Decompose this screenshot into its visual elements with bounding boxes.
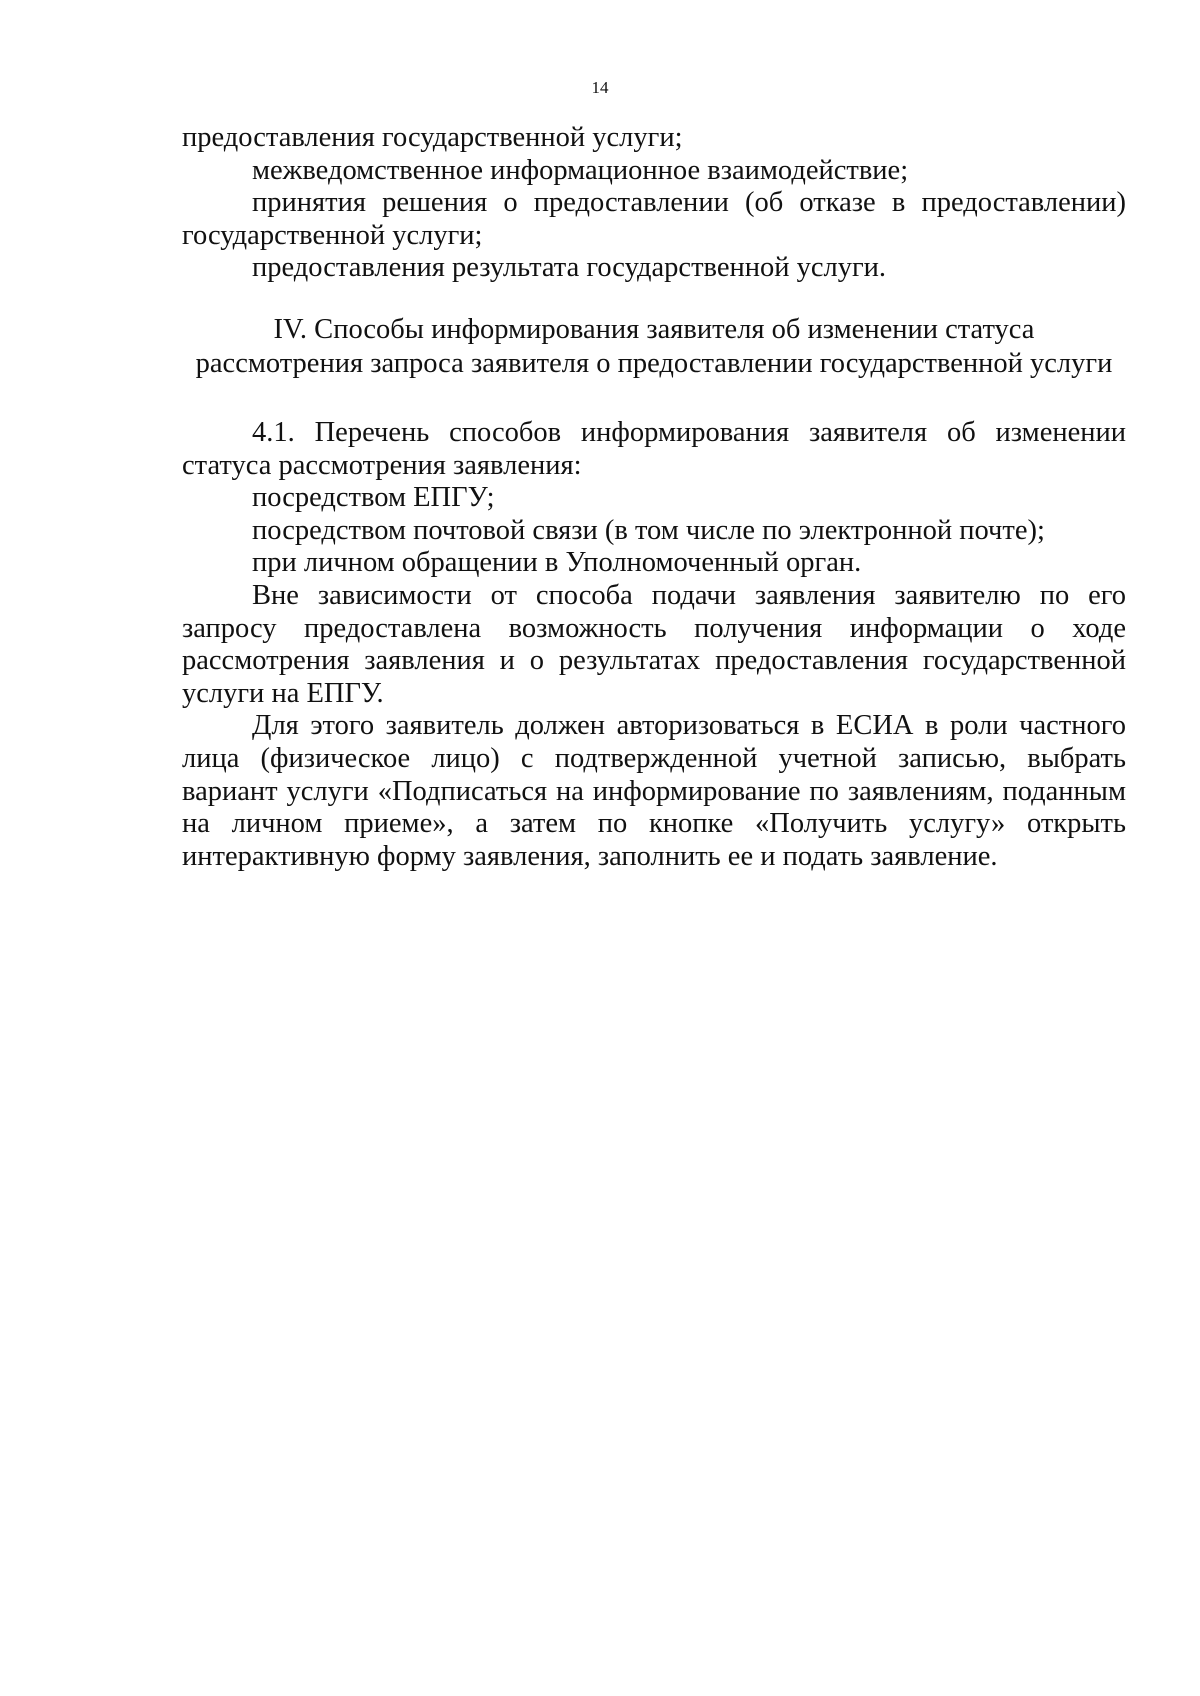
section-heading-line-1: IV. Способы информирования заявителя об изменении статуса — [273, 313, 1035, 345]
list-item-result: предоставления результата государственной услуги. — [252, 252, 887, 284]
document-body — [182, 122, 1126, 873]
list-item-interagency: межведомственное информационное взаимодействие; — [252, 154, 909, 186]
page-number: 14 — [591, 78, 609, 97]
paragraph-4-1: 4.1. Перечень способов информирования заявителя об изменении статуса рассмотрения заявления: — [182, 416, 1126, 481]
list-item-personal-visit: при личном обращении в Уполномоченный орган. — [252, 547, 862, 579]
paragraph-esia: Для этого заявитель должен авторизоваться в ЕСИА в роли частного лица (физическое лицо) с подтвержденной учетной записью, выбрать вариант услуги «Подписаться на информирование по заявлениям, поданным на личном приеме», а затем по кнопке «Получить услугу» открыть интерактивную форму заявления, заполнить ее и подать заявление. — [182, 710, 1126, 872]
list-item-epgu: посредством ЕПГУ; — [252, 482, 495, 514]
list-item-provision-service: предоставления государственной услуги; — [182, 122, 683, 153]
list-item-postal: посредством почтовой связи (в том числе по электронной почте); — [252, 514, 1045, 546]
section-heading-line-2: рассмотрения запроса заявителя о предоставлении государственной услуги — [195, 347, 1113, 379]
list-item-decision: принятия решения о предоставлении (об отказе в предоставлении) государственной услуги; — [182, 187, 1126, 251]
paragraph-regardless: Вне зависимости от способа подачи заявления заявителю по его запросу предоставлена возможность получения информации о ходе рассмотрения заявления и о результатах предоставления государственной услуги на ЕПГУ. — [182, 579, 1126, 709]
section-heading — [182, 313, 1126, 381]
